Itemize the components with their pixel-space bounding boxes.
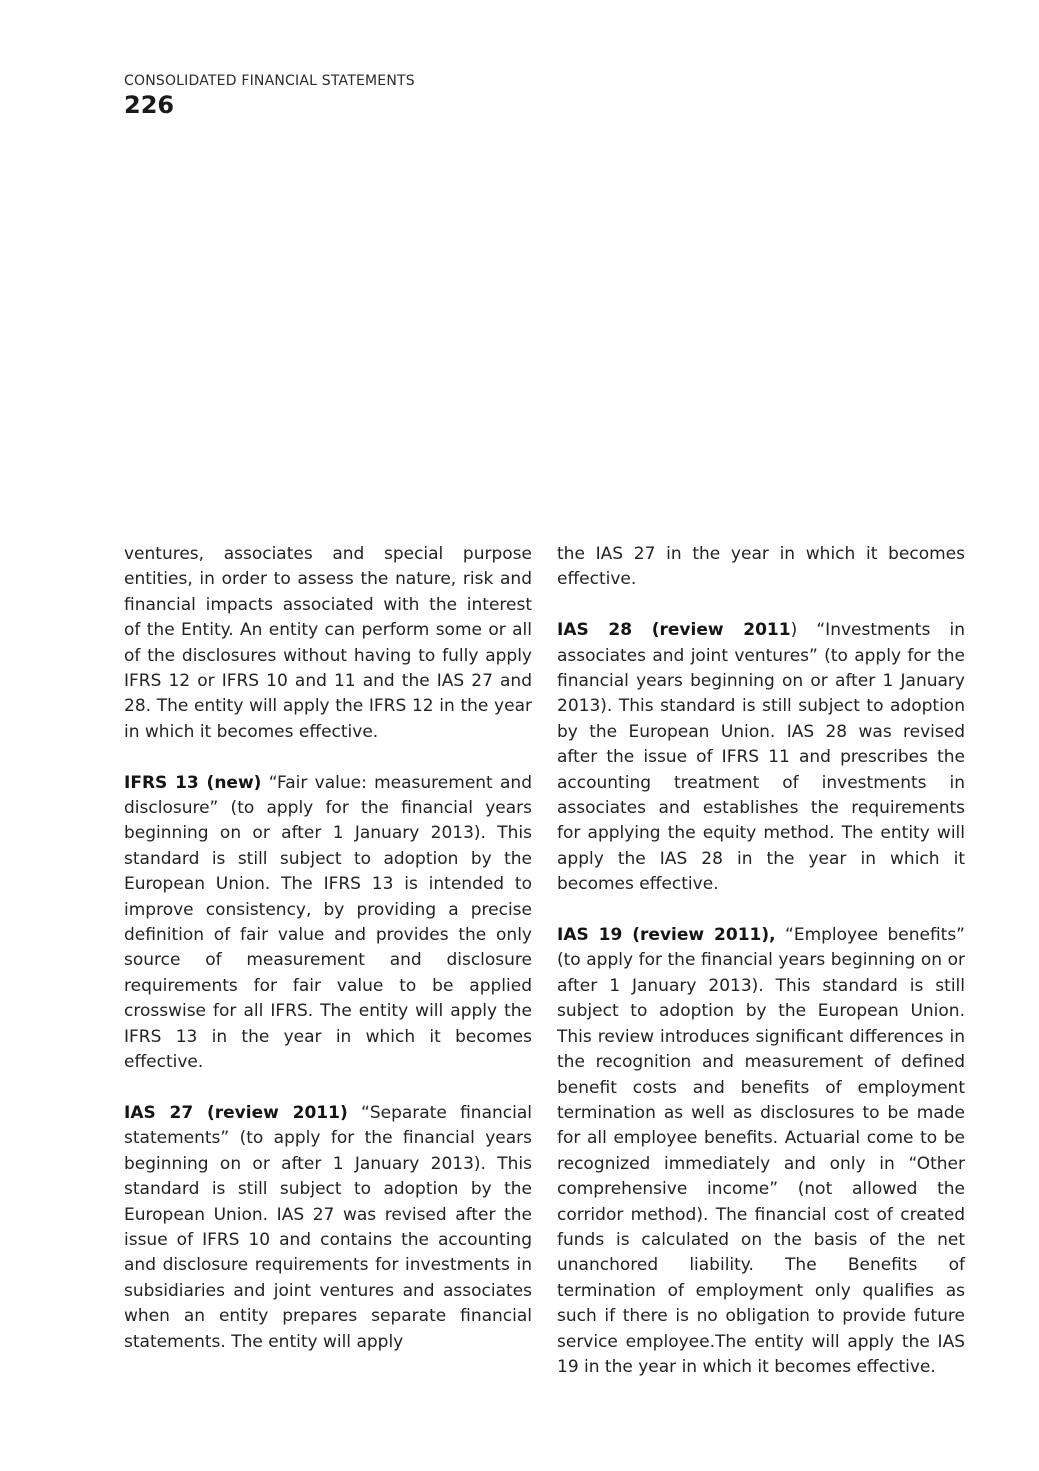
paragraph-text: ) “Investments in associates and joint ventures” (to apply for the financial years beginning on or after 1 January 2013). This standard is still subject to adoption by the European Union. IAS 28 was revised after the issue of IFRS 11 and prescribes the accounting treatment of investments in associates and establishes the requirements for applying the equity method. The entity will apply the IAS 28 in the year in which it becomes effective. — [557, 620, 965, 895]
paragraph-text: “Fair value: measurement and disclosure” (to apply for the financial years beginning on or after 1 January 2013). This standard is still subject to adoption by the European Union. The IFRS 13 is intended to improve consistency, by providing a precise definition of fair value and provides the only source of measurement and disclosure requirements for fair value to be applied crosswise for all IFRS. The entity will apply the IFRS 13 in the year in which it becomes effective. — [124, 772, 532, 1073]
paragraph-ias-27-continued — [557, 542, 965, 593]
standard-heading: IAS 19 (review 2011), — [557, 925, 776, 946]
standard-heading: IFRS 13 (new) — [124, 772, 262, 793]
paragraph-ias-19 — [557, 923, 965, 1380]
running-header: CONSOLIDATED FINANCIAL STATEMENTS — [124, 73, 415, 89]
paragraph-ifrs-13 — [124, 771, 532, 1076]
standard-heading: IAS 27 (review 2011) — [124, 1102, 348, 1123]
paragraph-joint-arrangements-continued — [124, 542, 532, 745]
paragraph-text: “Employee benefits” (to apply for the financial years beginning on or after 1 January 2013). This standard is still subject to adoption by the European Union. This review introduces significant differences in the recognition and measurement of defined benefit costs and benefits of employment termination as well as disclosures to be made for all employee benefits. Actuarial come to be recognized immediately and only in “Other comprehensive income” (not allowed the corridor method). The financial cost of created funds is calculated on the basis of the net unanchored liability. The Benefits of termination of employment only qualifies as such if there is no obligation to provide future service employee.The entity will apply the IAS 19 in the year in which it becomes effective. — [557, 925, 965, 1377]
standard-heading: IAS 28 (review 2011 — [557, 620, 791, 641]
paragraph-ias-28 — [557, 618, 965, 897]
paragraph-ias-27 — [124, 1101, 532, 1355]
paragraph-text: the IAS 27 in the year in which it becomes effective. — [557, 544, 965, 590]
right-column — [557, 542, 965, 1380]
left-column — [124, 542, 532, 1355]
paragraph-text: ventures, associates and special purpose entities, in order to assess the nature, risk and financial impacts associated with the interest of the Entity. An entity can perform some or all of the disclosures without having to fully apply IFRS 12 or IFRS 10 and 11 and the IAS 27 and 28. The entity will apply the IFRS 12 in the year in which it becomes effective. — [124, 544, 532, 742]
paragraph-text: “Separate financial statements” (to apply for the financial years beginning on or after 1 January 2013). This standard is still subject to adoption by the European Union. IAS 27 was revised after the issue of IFRS 10 and contains the accounting and disclosure requirements for investments in subsidiaries and joint ventures and associates when an entity prepares separate financial statements. The entity will apply — [124, 1102, 532, 1352]
page-number: 226 — [124, 91, 175, 119]
